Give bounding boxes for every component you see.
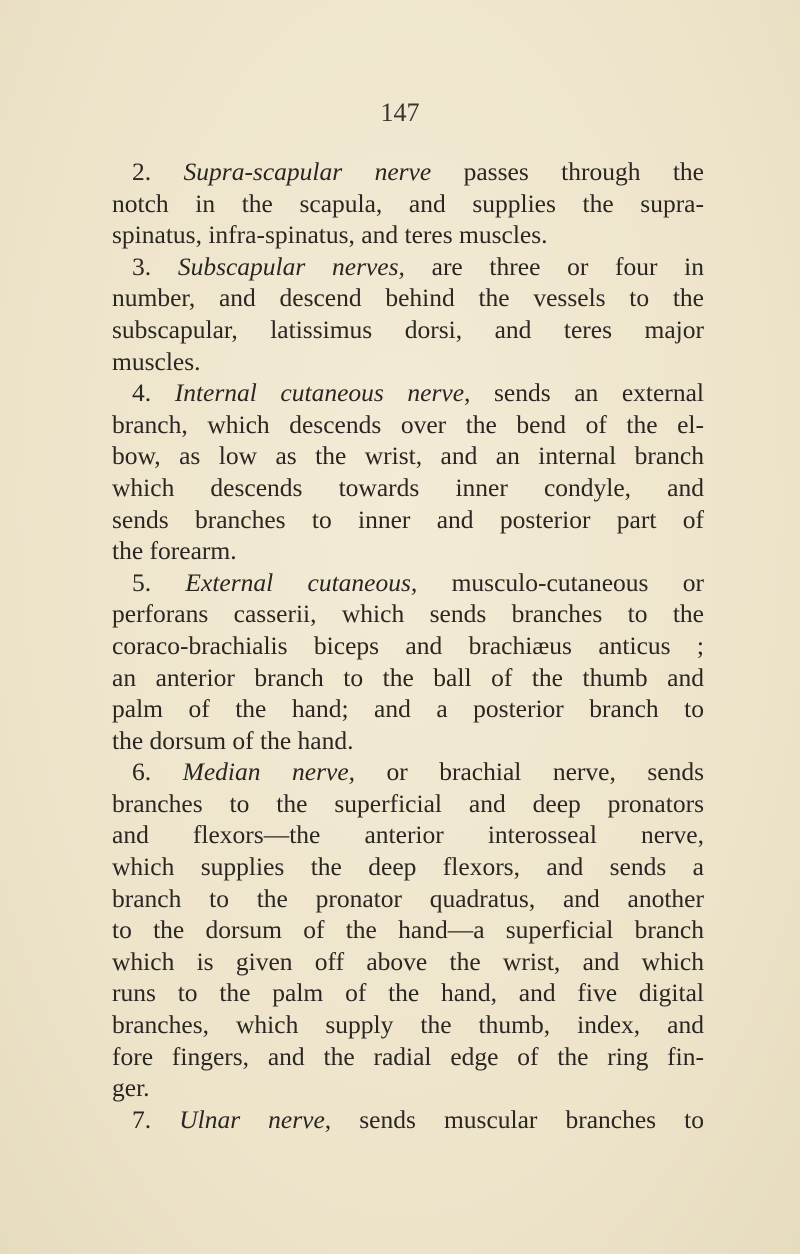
text-line: the forearm.	[112, 536, 237, 566]
text-line: subscapular, latissimus dorsi, and teres major	[112, 314, 704, 344]
text-line: which supplies the deep flexors, and sends a	[112, 852, 704, 882]
text-line	[112, 156, 704, 188]
text-line: number, and descend behind the vessels to the	[112, 283, 704, 313]
item-number: 5.	[132, 567, 152, 597]
text-line: ger.	[112, 1073, 150, 1103]
text-line: which is given off above the wrist, and which	[112, 946, 704, 976]
line-text: passes through the	[431, 157, 704, 186]
text-line: spinatus, infra-spinatus, and teres muscles.	[112, 220, 548, 250]
text-line: branches to the superficial and deep pronators	[112, 788, 704, 818]
nerve-term: Internal cutaneous nerve,	[174, 378, 471, 408]
text-line: the dorsum of the hand.	[112, 725, 354, 755]
line-text: or brachial nerve, sends	[355, 757, 704, 787]
item-number: 6.	[132, 757, 152, 787]
line-text: musculo-cutaneous or	[417, 567, 704, 597]
text-line: branch, which descends over the bend of the el-	[112, 409, 704, 439]
text-line: muscles.	[112, 346, 201, 376]
paragraph-subscapular-nerves	[112, 251, 704, 377]
nerve-term: Subscapular nerves,	[177, 251, 405, 281]
text-line: perforans casserii, which sends branches to the	[112, 599, 704, 629]
text-line: and flexors—the anterior interosseal nerve,	[112, 820, 704, 850]
nerve-term: External cutaneous,	[185, 567, 418, 597]
text-line: coraco-brachialis biceps and brachiæus anticus ;	[112, 630, 704, 660]
paragraph-median-nerve	[112, 756, 704, 1104]
text-line: bow, as low as the wrist, and an internal branch	[112, 441, 704, 471]
item-number: 2.	[132, 157, 152, 186]
paragraph-supra-scapular-nerve	[112, 156, 704, 251]
item-number: 7.	[132, 1104, 152, 1134]
text-line	[112, 756, 704, 788]
text-line: branch to the pronator quadratus, and another	[112, 883, 704, 913]
text-line: which descends towards inner condyle, and	[112, 472, 704, 502]
nerve-term: Ulnar nerve,	[179, 1104, 332, 1134]
text-line: an anterior branch to the ball of the thumb and	[112, 662, 704, 692]
item-number: 4.	[132, 378, 152, 408]
line-text: sends an external	[470, 378, 704, 408]
line-text: sends muscular branches to	[331, 1104, 704, 1134]
nerve-term: Median nerve,	[182, 757, 356, 787]
text-line: fore fingers, and the radial edge of the ring fin-	[112, 1041, 704, 1071]
text-line: to the dorsum of the hand—a superficial branch	[112, 915, 704, 945]
line-text: are three or four in	[404, 251, 704, 281]
text-line	[112, 251, 704, 283]
text-line: notch in the scapula, and supplies the supra-	[112, 188, 704, 218]
page-number: 147	[380, 98, 420, 127]
text-line	[112, 377, 704, 409]
text-line: runs to the palm of the hand, and five digital	[112, 978, 704, 1008]
item-number: 3.	[132, 251, 152, 281]
text-line	[112, 567, 704, 599]
text-line: palm of the hand; and a posterior branch to	[112, 694, 704, 724]
paragraph-internal-cutaneous-nerve	[112, 377, 704, 567]
text-line: sends branches to inner and posterior part of	[112, 504, 704, 534]
paragraph-external-cutaneous	[112, 567, 704, 757]
body-text	[112, 156, 704, 1135]
nerve-term: Supra-scapular nerve	[183, 157, 432, 186]
text-line	[112, 1104, 704, 1136]
text-line: branches, which supply the thumb, index, and	[112, 1010, 704, 1040]
paragraph-ulnar-nerve	[112, 1104, 704, 1136]
